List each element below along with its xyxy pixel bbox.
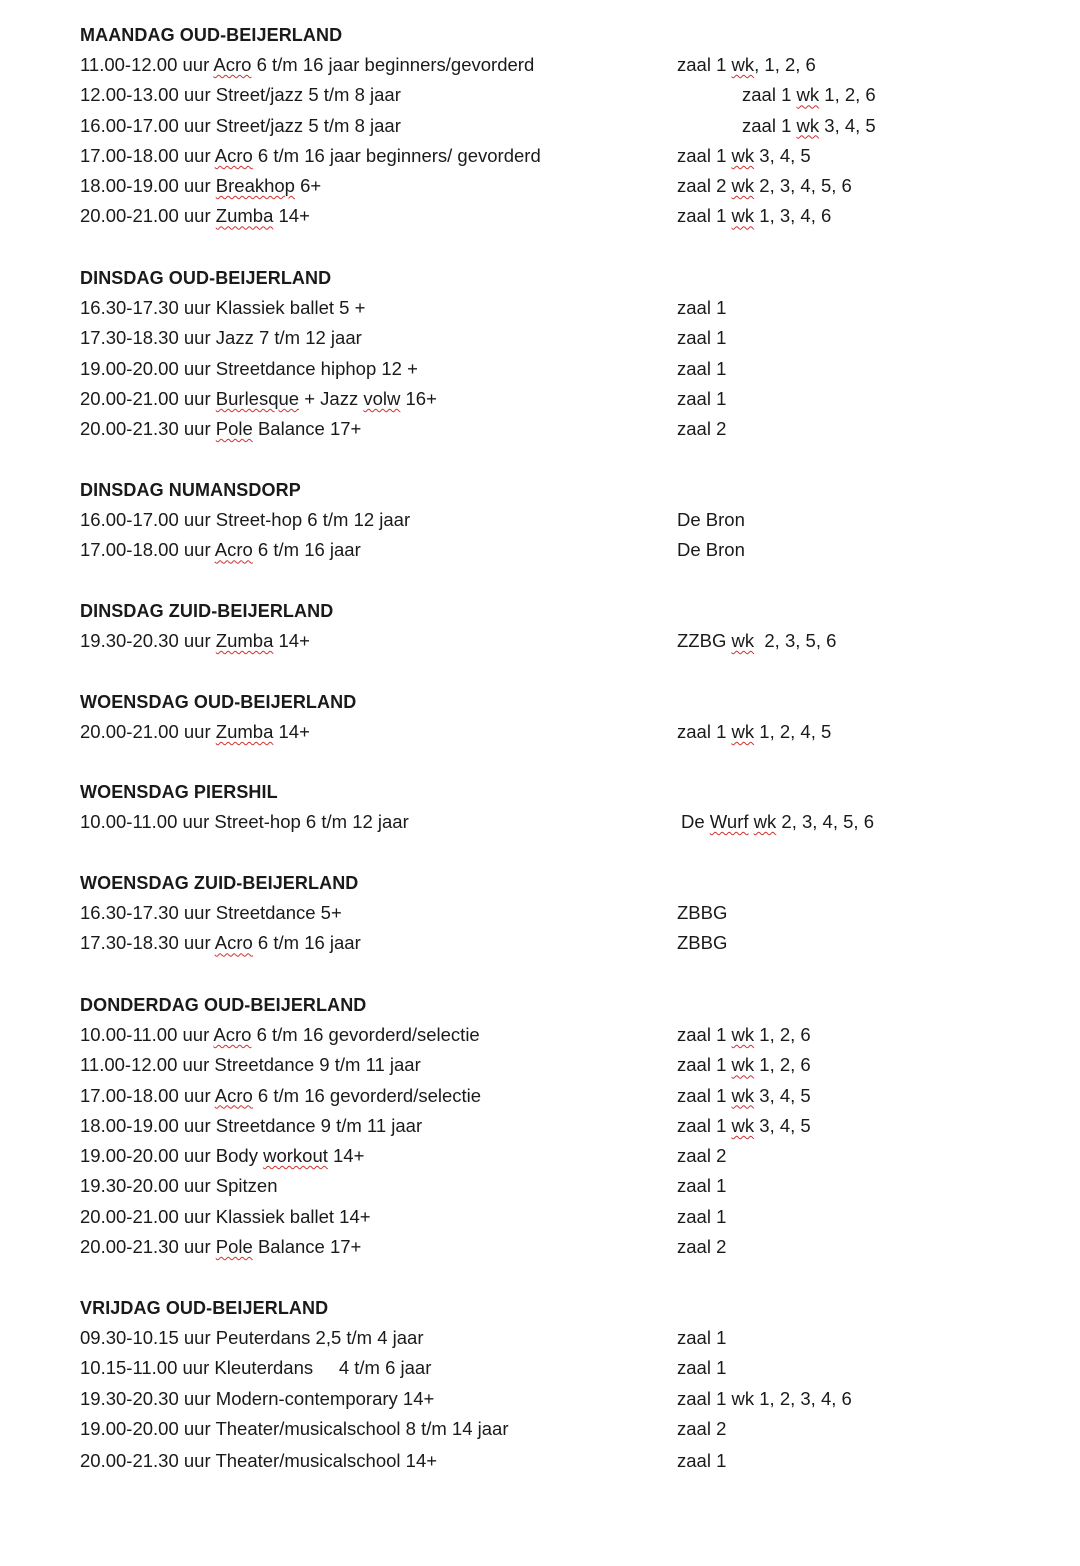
location	[677, 1081, 811, 1111]
activity	[80, 171, 321, 201]
section-maandag-oud-beijerland	[80, 20, 980, 232]
location-room: zaal 1	[677, 144, 732, 166]
time-range: 17.00-18.00 uur	[80, 144, 215, 166]
section-heading: WOENSDAG PIERSHIL	[80, 782, 278, 802]
time-range: 11.00-12.00 uur	[80, 1054, 215, 1076]
time-range: 19.30-20.30 uur	[80, 630, 216, 651]
misspelled-word[interactable]: wk	[731, 54, 755, 75]
activity-detail: Streetdance 9 t/m 11 jaar	[214, 1054, 421, 1076]
activity	[80, 414, 361, 444]
time-range: 10.00-11.00 uur	[80, 1024, 214, 1045]
location-weeks: 1, 2, 6	[754, 1024, 811, 1045]
activity	[80, 141, 541, 171]
location-room: zaal 1	[677, 721, 732, 742]
misspelled-word[interactable]: Pole	[215, 418, 253, 440]
location	[677, 141, 811, 171]
time-range: 20.00-21.00 uur	[80, 387, 216, 409]
activity-detail: Spitzen	[215, 1175, 278, 1197]
schedule-row	[80, 1111, 980, 1141]
activity-detail: Street-hop 6 t/m 12 jaar	[215, 509, 411, 530]
activity	[80, 1171, 278, 1201]
misspelled-word[interactable]: Breakhop	[215, 175, 295, 197]
activity-detail: Streetdance 5+	[215, 902, 342, 923]
location-room: zaal 2	[677, 175, 732, 197]
misspelled-word[interactable]: wk	[731, 144, 755, 166]
activity	[80, 1050, 421, 1080]
location: De Bron	[677, 509, 745, 530]
schedule-row	[80, 626, 980, 656]
activity-detail: + Jazz	[299, 387, 364, 409]
section-dinsdag-zuid-beijerland	[80, 596, 980, 656]
activity-detail: Street-hop 6 t/m 12 jaar	[214, 811, 409, 832]
location-weeks: 3, 4, 5	[754, 144, 811, 166]
location: zaal 1	[677, 1205, 727, 1227]
location-room: zaal 1	[677, 1024, 732, 1045]
schedule-row	[80, 293, 980, 323]
activity-detail: 14+	[273, 721, 310, 742]
misspelled-word[interactable]: volw	[363, 387, 401, 409]
location	[677, 1020, 811, 1050]
activity-detail: 14+	[273, 630, 310, 651]
section-heading: DINSDAG OUD-BEIJERLAND	[80, 268, 332, 288]
location: zaal 1	[677, 1175, 727, 1197]
activity-detail: Klassiek ballet 14+	[215, 1205, 371, 1227]
location-weeks: 3, 4, 5	[754, 1084, 811, 1106]
activity	[80, 1414, 508, 1444]
activity-detail: Street/jazz 5 t/m 8 jaar	[215, 84, 401, 106]
time-range: 20.00-21.30 uur	[80, 1236, 216, 1258]
activity	[80, 535, 361, 565]
time-range: 16.00-17.00 uur	[80, 114, 216, 136]
schedule-row	[80, 505, 980, 535]
time-range: 20.00-21.00 uur	[80, 1205, 216, 1227]
schedule-row	[80, 111, 980, 141]
schedule-row	[80, 1414, 980, 1444]
time-range: 16.00-17.00 uur	[80, 509, 216, 530]
time-range: 11.00-12.00 uur	[80, 54, 214, 75]
time-range: 18.00-19.00 uur	[80, 175, 216, 197]
activity-detail: Klassiek ballet 5 +	[215, 297, 366, 318]
location: zaal 1 wk 1, 2, 3, 4, 6	[677, 1387, 852, 1409]
section-dinsdag-numansdorp	[80, 475, 980, 566]
activity	[80, 293, 365, 323]
location	[677, 50, 816, 80]
activity-detail: 6 t/m 16 jaar beginners/gevorderd	[251, 54, 535, 75]
activity-detail: Balance 17+	[252, 1236, 362, 1258]
misspelled-word[interactable]: wk	[731, 175, 755, 197]
time-range: 19.30-20.30 uur	[80, 1387, 216, 1409]
time-range: 17.30-18.30 uur	[80, 327, 216, 349]
location-weeks: 2, 3, 5, 6	[754, 630, 837, 651]
schedule-row	[80, 1050, 980, 1080]
location-weeks: 1, 3, 4, 6	[754, 205, 832, 227]
misspelled-word[interactable]: Acro	[213, 54, 252, 75]
activity-detail: Balance 17+	[252, 418, 362, 440]
location: zaal 2	[677, 1145, 727, 1167]
location	[681, 807, 874, 837]
activity	[80, 201, 310, 231]
activity-detail: 6 t/m 16 jaar	[252, 932, 361, 954]
section-heading: DINSDAG ZUID-BEIJERLAND	[80, 601, 334, 621]
section-heading: WOENSDAG OUD-BEIJERLAND	[80, 692, 357, 712]
location	[677, 1111, 811, 1141]
activity-detail: Streetdance 9 t/m 11 jaar	[215, 1114, 423, 1136]
misspelled-word[interactable]: wk	[731, 1084, 755, 1106]
schedule-row	[80, 171, 980, 201]
location: zaal 2	[677, 1417, 727, 1439]
activity-detail: Theater/musicalschool 8 t/m 14 jaar	[215, 1417, 509, 1439]
location	[677, 171, 852, 201]
section-heading: WOENSDAG ZUID-BEIJERLAND	[80, 873, 359, 893]
location-room: ZZBG	[677, 630, 732, 651]
location-weeks: 1, 2, 6	[819, 84, 876, 106]
misspelled-word[interactable]: Wurf	[709, 811, 749, 832]
misspelled-word[interactable]: Zumba	[215, 630, 274, 651]
misspelled-word[interactable]: wk	[753, 811, 777, 832]
section-heading: DINSDAG NUMANSDORP	[80, 480, 301, 500]
activity-detail: 6 t/m 16 jaar beginners/ gevorderd	[252, 144, 541, 166]
activity-detail: 6 t/m 16 gevorderd/selectie	[251, 1024, 480, 1045]
time-range: 19.00-20.00 uur	[80, 1145, 216, 1167]
location	[677, 1050, 811, 1080]
section-woensdag-piershil	[80, 777, 980, 837]
location: zaal 2	[677, 418, 727, 440]
misspelled-word[interactable]: Acro	[213, 1024, 252, 1045]
schedule-row	[80, 1020, 980, 1050]
section-dinsdag-oud-beijerland	[80, 263, 980, 444]
schedule-row	[80, 323, 980, 353]
activity	[80, 80, 401, 110]
location	[742, 111, 876, 141]
schedule-row	[80, 201, 980, 231]
schedule-row	[80, 928, 980, 958]
time-range: 20.00-21.00 uur	[80, 205, 216, 227]
schedule-row	[80, 898, 980, 928]
location-weeks: 1, 2, 4, 5	[754, 721, 832, 742]
schedule-row	[80, 141, 980, 171]
schedule-row	[80, 1323, 980, 1353]
activity-detail: Kleuterdans 4 t/m 6 jaar	[214, 1357, 432, 1379]
activity-detail: 16+	[400, 387, 437, 409]
time-range: 18.00-19.00 uur	[80, 1114, 216, 1136]
location: zaal 2	[677, 1236, 727, 1258]
time-range: 19.00-20.00 uur	[80, 357, 216, 379]
section-donderdag-oud-beijerland	[80, 990, 980, 1262]
schedule-row	[80, 384, 980, 414]
activity	[80, 1323, 424, 1353]
misspelled-word[interactable]: Acro	[214, 539, 253, 561]
activity	[80, 1020, 480, 1050]
schedule-row	[80, 717, 980, 747]
time-range: 16.30-17.30 uur	[80, 297, 216, 318]
misspelled-word[interactable]: Acro	[214, 1084, 253, 1106]
activity	[80, 50, 534, 80]
activity	[80, 111, 401, 141]
activity	[80, 384, 437, 414]
misspelled-word[interactable]: wk	[731, 1024, 755, 1045]
misspelled-word[interactable]: wk	[731, 205, 755, 227]
misspelled-word[interactable]: Burlesque	[215, 387, 300, 409]
time-range: 19.00-20.00 uur	[80, 1417, 216, 1439]
location-weeks: 3, 4, 5	[754, 1114, 811, 1136]
schedule-row	[80, 1384, 980, 1414]
location-room: zaal 1	[677, 205, 732, 227]
location: zaal 1	[677, 1357, 727, 1379]
section-heading: MAANDAG OUD-BEIJERLAND	[80, 25, 343, 45]
location-weeks: 2, 3, 4, 5, 6	[754, 175, 852, 197]
activity-detail: Modern-contemporary 14+	[215, 1387, 435, 1409]
activity-detail: Jazz 7 t/m 12 jaar	[215, 327, 362, 349]
misspelled-word[interactable]: wk	[796, 84, 820, 106]
activity-detail: 14+	[327, 1145, 365, 1167]
location-room: zaal 1	[677, 1054, 732, 1076]
location: De Bron	[677, 539, 745, 561]
misspelled-word[interactable]: wk	[731, 721, 755, 742]
activity	[80, 928, 361, 958]
time-range: 17.30-18.30 uur	[80, 932, 215, 954]
schedule-row	[80, 1232, 980, 1262]
location: zaal 1	[677, 1450, 727, 1472]
misspelled-word[interactable]: wk	[731, 630, 755, 651]
activity	[80, 1353, 431, 1383]
activity	[80, 1232, 361, 1262]
location	[677, 201, 831, 231]
location	[677, 717, 831, 747]
location-room: zaal 1	[677, 54, 732, 75]
misspelled-word[interactable]: Zumba	[215, 205, 274, 227]
time-range: 20.00-21.30 uur	[80, 1450, 216, 1472]
activity-detail: 6 t/m 16 jaar	[252, 539, 361, 561]
schedule-row	[80, 1202, 980, 1232]
activity	[80, 323, 362, 353]
location-weeks: 2, 3, 4, 5, 6	[776, 811, 874, 832]
activity-detail: 6 t/m 16 gevorderd/selectie	[252, 1084, 482, 1106]
location: zaal 1	[677, 327, 727, 349]
misspelled-word[interactable]: Pole	[215, 1236, 253, 1258]
schedule-row	[80, 414, 980, 444]
location-room: zaal 1	[677, 1084, 732, 1106]
activity	[80, 1111, 422, 1141]
activity	[80, 505, 410, 535]
activity-detail: 14+	[273, 205, 310, 227]
location-weeks: 3, 4, 5	[819, 114, 876, 136]
location: zaal 1	[677, 387, 727, 409]
schedule-row	[80, 80, 980, 110]
misspelled-word[interactable]: Zumba	[215, 721, 274, 742]
location: zaal 1	[677, 357, 727, 379]
activity-detail: Body	[215, 1145, 264, 1167]
schedule-row	[80, 1446, 980, 1476]
schedule-row	[80, 1081, 980, 1111]
activity	[80, 717, 310, 747]
time-range: 20.00-21.30 uur	[80, 418, 216, 440]
time-range: 10.00-11.00 uur	[80, 811, 215, 832]
misspelled-word[interactable]: Acro	[214, 144, 253, 166]
time-range: 16.30-17.30 uur	[80, 902, 216, 923]
time-range: 09.30-10.15 uur	[80, 1327, 216, 1348]
schedule-row	[80, 1171, 980, 1201]
activity	[80, 898, 342, 928]
time-range: 12.00-13.00 uur	[80, 84, 216, 106]
activity	[80, 807, 409, 837]
activity	[80, 1202, 371, 1232]
location	[677, 626, 836, 656]
schedule-row	[80, 535, 980, 565]
activity	[80, 1446, 437, 1476]
misspelled-word[interactable]: Acro	[214, 932, 253, 954]
activity	[80, 626, 310, 656]
activity	[80, 1141, 364, 1171]
activity-detail: Peuterdans 2,5 t/m 4 jaar	[215, 1327, 424, 1348]
location-room: zaal 1	[742, 84, 797, 106]
misspelled-word[interactable]: wk	[796, 114, 820, 136]
activity	[80, 1384, 434, 1414]
section-vrijdag-oud-beijerland	[80, 1293, 980, 1476]
location-weeks: , 1, 2, 6	[754, 54, 816, 75]
time-range: 20.00-21.00 uur	[80, 721, 216, 742]
location: ZBBG	[677, 932, 728, 954]
location: zaal 1	[677, 1327, 727, 1348]
activity	[80, 354, 418, 384]
schedule-row	[80, 807, 980, 837]
section-heading: DONDERDAG OUD-BEIJERLAND	[80, 995, 367, 1015]
section-woensdag-oud-beijerland	[80, 687, 980, 747]
misspelled-word[interactable]: wk	[731, 1054, 755, 1076]
misspelled-word[interactable]: workout	[263, 1145, 328, 1167]
misspelled-word[interactable]: wk	[731, 1114, 755, 1136]
time-range: 19.30-20.00 uur	[80, 1175, 216, 1197]
activity-detail: Theater/musicalschool 14+	[215, 1450, 438, 1472]
location: ZBBG	[677, 902, 728, 923]
location-room: zaal 1	[677, 1114, 732, 1136]
location: zaal 1	[677, 297, 727, 318]
schedule-row	[80, 354, 980, 384]
time-range: 17.00-18.00 uur	[80, 539, 215, 561]
location-weeks: 1, 2, 6	[754, 1054, 811, 1076]
section-heading: VRIJDAG OUD-BEIJERLAND	[80, 1298, 329, 1318]
activity-detail: Street/jazz 5 t/m 8 jaar	[215, 114, 401, 136]
activity-detail: 6+	[294, 175, 322, 197]
activity	[80, 1081, 481, 1111]
time-range: 10.15-11.00 uur	[80, 1357, 215, 1379]
activity-detail: Streetdance hiphop 12 +	[215, 357, 418, 379]
schedule-row	[80, 50, 980, 80]
schedule-row	[80, 1353, 980, 1383]
location-room: De	[681, 811, 710, 832]
time-range: 17.00-18.00 uur	[80, 1084, 215, 1106]
section-woensdag-zuid-beijerland	[80, 868, 980, 959]
location	[742, 80, 876, 110]
location-room: zaal 1	[742, 114, 797, 136]
schedule-row	[80, 1141, 980, 1171]
